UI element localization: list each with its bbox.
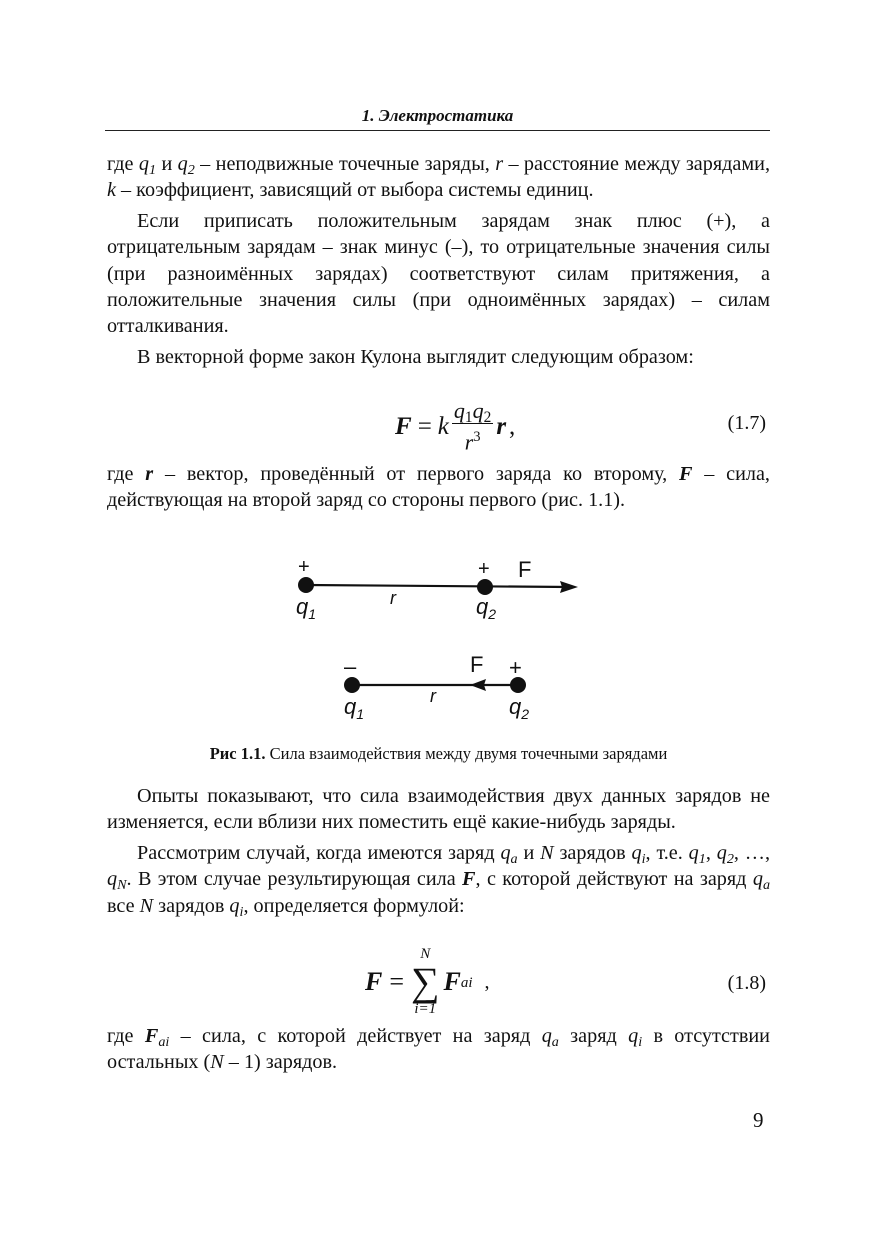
label-q1-bottom: $q_1$ xyxy=(344,694,365,722)
arrowhead-top xyxy=(560,581,578,593)
paragraph-1: где $q_1$ и $q_2$ – неподвижные точечные заряды, r – расстояние между зарядами, k – коэффициент, зависящий от выбора системы единиц. xyxy=(107,153,771,202)
arrowhead-bottom xyxy=(470,679,486,691)
sign-q1-bottom: – xyxy=(344,654,357,679)
vector-line-top xyxy=(306,585,570,587)
label-r-bottom: r xyxy=(430,686,436,706)
caption-label: Рис 1.1. xyxy=(209,744,266,763)
figure-caption xyxy=(107,744,770,764)
sign-q2-bottom: + xyxy=(509,655,522,680)
sign-q2-top: + xyxy=(478,558,490,580)
label-q2-top: $q_2$ xyxy=(476,594,497,622)
equation-number: (1.7) xyxy=(727,412,766,434)
sign-q1-top: + xyxy=(298,556,310,578)
label-F-bottom: F xyxy=(470,652,484,677)
page-number: 9 xyxy=(753,1108,764,1132)
formula2-lhs: F xyxy=(365,967,383,996)
equation-number-2: (1.8) xyxy=(727,972,766,994)
caption-text: Сила взаимодействия между двумя точечными зарядами xyxy=(265,744,668,763)
formula-lhs: F xyxy=(395,413,412,440)
label-F-top: F xyxy=(518,557,532,582)
text-block-2 xyxy=(107,461,770,518)
paragraph-3: В векторной форме закон Кулона выглядит следующим образом: xyxy=(137,345,694,368)
text-block-1 xyxy=(107,151,770,374)
running-header: 1. Электростатика xyxy=(361,106,514,125)
paragraph-7: где $F_{ai}$ – сила, с которой действует на заряд $q_a$ заряд $q_i$ в отсутствии остальных (N – 1) зарядов. xyxy=(107,1025,770,1074)
label-r-top: r xyxy=(390,588,396,608)
formula-1-7: F = k $q_1q_2$ $r^3$ r , (1.7) xyxy=(395,397,766,455)
paragraph-5: Опыты показывают, что сила взаимодействия двух данных зарядов не изменяется, если вблизи них поместить ещё какие-нибудь заряды. xyxy=(107,785,770,834)
figure-coulomb-force xyxy=(280,548,600,728)
charge-q1-bottom xyxy=(344,677,360,693)
sum-operator: N ∑ i=1 xyxy=(411,946,440,1017)
label-q2-bottom: $q_2$ xyxy=(509,694,530,722)
charge-q1-top xyxy=(298,577,314,593)
fraction: $q_1q_2$ $r^3$ xyxy=(453,397,492,455)
text-block-4 xyxy=(107,1023,770,1080)
formula-1-8: F = N ∑ i=1 F ai , (1.8) xyxy=(365,946,766,1017)
formula-k: k xyxy=(437,413,449,440)
paragraph-6: Рассмотрим случай, когда имеются заряд $q_a$ и N зарядов $q_i$, т.е. $q_1$, $q_2$, …, $q_N$. В этом случае результирующая сила F, с которой действуют на заряд $q_a$ все N зарядов $q_i$, определяется формулой: xyxy=(107,841,771,920)
label-q1-top: $q_1$ xyxy=(296,594,317,622)
charge-q2-top xyxy=(477,579,493,595)
header-rule xyxy=(105,130,770,131)
paragraph-2: Если приписать положительным зарядам знак плюс (+), а отрицательным зарядам – знак минус (–), то отрицательные значения силы (при разноимённых зарядах) соответствуют силам притяжения, а положительные значения силы (при одноимённых зарядах) – силам отталкивания. xyxy=(107,209,770,338)
paragraph-4: где r – вектор, проведённый от первого заряда ко второму, F – сила, действующая на второй заряд со стороны первого (рис. 1.1). xyxy=(107,463,770,512)
text-block-3 xyxy=(107,783,770,923)
